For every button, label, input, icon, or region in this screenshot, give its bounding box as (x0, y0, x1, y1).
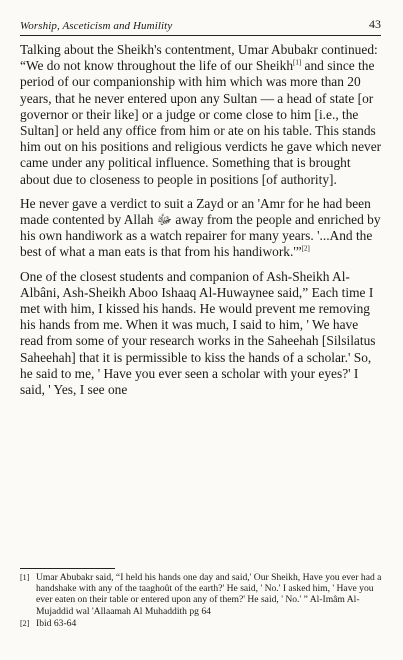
paragraph (20, 42, 383, 188)
body-text (20, 42, 383, 406)
footnote-text: Umar Abubakr said, “I held his hands one day and said,' Our Sheikh, Have you ever had a handshake with any of the taaghoût of the earth?' He said, ' No.' I asked him, ' Have you ever eaten on their table or entered upon any of them?' He said, ' No.' ” Al-Imâm Al-Mujaddid wal 'Allaamah Al Muhaddith pg 64 (36, 572, 382, 617)
paragraph (20, 269, 383, 399)
footnotes (20, 572, 383, 629)
footnote-number: [1] (20, 573, 30, 582)
footnote-number: [2] (20, 618, 30, 628)
paragraph-text: Talking about the Sheikh's contentment, Umar Abubakr continued: “We do not know throughout the life of our Sheikh (20, 42, 378, 74)
paragraph-text: and since the period of our companionship with him which was more than 20 years, that he never entered upon any Sultan — a head of state [or governor or their like] or a judge or come close to him [i.e., the Sultan] or held any office from him or ate on his table. This stands him out on his positions and religious verdicts he gave which never came under any political influence. Something that is brought about due to closeness to people in positions [of authority]. (20, 58, 382, 187)
running-title: Worship, Asceticism and Humility (20, 20, 173, 32)
footnote-text: Ibid 63-64 (36, 617, 77, 629)
paragraph-text: He never gave a verdict to suit a Zayd or an 'Amr for he had been made contented by Allah ﷻ away from the people and enriched by his own handiwork as a watch repairer for many years. '...And the best of what a man eats is that from his handiwork.'” (20, 195, 381, 260)
paragraph-text: One of the closest students and companion of Ash-Sheikh Al-Albâni, Ash-Sheikh Aboo Ishaaq Al-Huwaynee said,” Each time I met with him, I kissed his hands. He would prevent me removing his hands from me. When it was much, I said to him, ' We have read from some of your research works in the Saheehah [Silsilatus Saheehah] that it is permissible to kiss the hands of a scholar.' So, he said to me, ' Have you ever seen a scholar with your eyes?' I said, ' Yes, I see one (20, 268, 376, 398)
footnote-divider (20, 568, 115, 569)
paragraph (20, 196, 383, 261)
footnote-reference: [2] (301, 244, 310, 253)
page-number: 43 (369, 17, 381, 31)
footnote (20, 618, 383, 629)
footnote-reference: [1] (293, 58, 302, 67)
footnote (20, 572, 383, 617)
running-head (20, 10, 381, 36)
